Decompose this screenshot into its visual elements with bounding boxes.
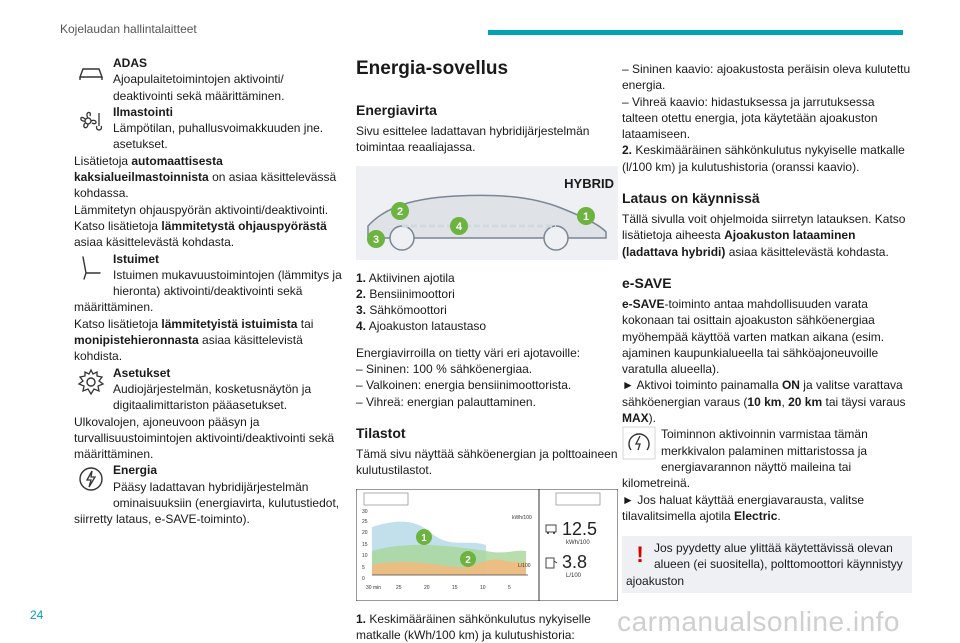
charging-heading: Lataus on käynnissä	[622, 190, 760, 207]
stats-item-2: 2. Keskimääräinen sähkönkulutus nykyiselle matkalle (l/100 km) ja kulutushistoria (oranssi kaavio).	[622, 143, 905, 174]
settings-desc: Audiojärjestelmän, kosketusnäytön ja digitaalimittariston pääasetukset.	[113, 381, 312, 413]
warning-icon: !	[636, 542, 644, 568]
chart-green-desc: – Vihreä kaavio: hidastuksessa ja jarrutuksessa talteen otettu energia, jota käytetään ajoakuston lataamiseen.	[622, 94, 878, 142]
seats-ref-mid: tai	[297, 316, 314, 331]
callout-1-label: 1	[582, 210, 590, 223]
x-tick: 20	[424, 584, 430, 591]
energy-desc: Pääsy ladattavan hybridijärjestelmän ominaisuuksiin (energiavirta, kulutustiedot, siirretty lataus, e-SAVE-toiminto).	[74, 479, 340, 527]
car-icon	[74, 55, 108, 89]
seats-section	[74, 251, 344, 365]
warning-text: Jos pyydetty alue ylittää käytettävissä olevan alueen (ei suositella), polttomoottori käynnistyy ajoakuston	[626, 541, 903, 588]
chart-blue-desc: – Sininen kaavio: ajoakustosta peräisin oleva kulutettu energia.	[622, 62, 911, 93]
header-accent-bar	[488, 30, 903, 35]
seats-ref-post: asiaa käsittelevistä kohdista.	[74, 333, 303, 364]
climate-desc: Lämpötilan, puhallusvoimakkuuden jne. asetukset.	[113, 121, 324, 152]
y-tick: 25	[362, 518, 368, 525]
y-tick: 5	[362, 564, 365, 571]
page-number: 24	[30, 608, 44, 622]
seats-desc: Istuimen mukavuustoimintojen (lämmitys ja hieronta) aktivointi/deaktivointi sekä määrittäminen.	[74, 267, 342, 315]
climate-ref2-post: asiaa käsittelevästä kohdasta.	[74, 235, 235, 250]
energy-icon	[74, 462, 108, 496]
legend-item: 2. Bensiinimoottori	[356, 286, 455, 301]
energy-flow-legend	[356, 270, 620, 335]
x-tick: 30 min	[366, 584, 382, 591]
seats-ref-link2: monipistehieronnasta	[74, 333, 199, 348]
color-green: – Vihreä: energian palauttaminen.	[356, 394, 536, 409]
legend-item: 3. Sähkömoottori	[356, 303, 447, 318]
esave-p2: ► Aktivoi toiminto painamalla ON ja valitse varattava sähköenergian varaus (10 km, 20 km tai täysi varaus MAX).	[622, 378, 906, 426]
esave-p3: Toiminnon aktivoinnin varmistaa tämän merkkivalon palaminen mittaristossa ja energiavarannon näyttö maileina tai kilometreinä.	[622, 427, 868, 491]
warning-box	[622, 536, 912, 593]
chart-callout-1-label: 1	[421, 532, 427, 544]
adas-desc: Ajoapulaitetoimintojen aktivointi/ deaktivointi sekä määrittäminen.	[113, 72, 285, 103]
stats-item-1: 1. Keskimääräinen sähkönkulutus nykyiselle matkalle (kWh/100 km) ja kulutushistoria:	[356, 611, 591, 642]
chart-callout-2-label: 2	[465, 554, 471, 566]
climate-line2: Lämmitetyn ohjauspyörän aktivointi/deaktivointi.	[74, 202, 329, 217]
climate-ref-post: on asiaa käsittelevässä kohdassa.	[74, 170, 337, 201]
left-column	[74, 55, 344, 528]
settings-section	[74, 365, 344, 463]
legend-item: 4. Ajoakuston lataustaso	[356, 319, 487, 334]
x-tick: 15	[452, 584, 458, 591]
charging-ref-link: Ajoakuston lataaminen (ladattava hybridi)	[622, 228, 856, 259]
energy-title: Energia	[113, 463, 158, 478]
adas-section	[74, 55, 344, 104]
climate-ref-pre: Lisätietoja	[74, 153, 132, 168]
hybrid-figure	[356, 166, 618, 260]
settings-line2: Ulkovalojen, ajoneuvoon pääsyn ja turvallisuustoimintojen aktivointi/deaktivointi sekä määrittäminen.	[74, 414, 335, 462]
y-tick: 15	[362, 541, 368, 548]
l-unit: L/100	[518, 562, 531, 569]
seats-ref-link1: lämmitetyistä istuimista	[161, 316, 298, 331]
y-tick: 30	[362, 508, 368, 515]
settings-title: Asetukset	[113, 365, 171, 380]
right-column	[622, 55, 912, 593]
callout-2-label: 2	[396, 205, 404, 218]
callout-3-label: 3	[372, 233, 380, 246]
climate-title: Ilmastointi	[113, 104, 174, 119]
energy-flow-text: Sivu esittelee ladattavan hybridijärjestelmän toimintaa reaaliajassa.	[356, 124, 590, 155]
seat-icon	[74, 251, 108, 285]
charging-text: Tällä sivulla voit ohjelmoida siirretyn latauksen. Katso lisätietoja aiheesta Ajoakuston lataaminen (ladattava hybridi) asiaa käsittelevästä kohdasta.	[622, 212, 906, 259]
gear-icon	[74, 365, 108, 399]
energy-section	[74, 462, 344, 527]
climate-ref2-pre: Katso lisätietoja	[74, 218, 162, 233]
stats-text: Tämä sivu näyttää sähköenergian ja polttoaineen kulutustilastot.	[356, 446, 618, 478]
kwh-readout-unit: kWh/100	[566, 539, 590, 546]
header-title: Kojelaudan hallintalaitteet	[60, 22, 197, 36]
esave-p1: e-SAVE-toiminto antaa mahdollisuuden varata kokonaan tai osittain ajoakuston sähköenergiaa myöhempää käyttöä varten matkan aikana (esim. ajaminen kaupunkialueella tai sähköajoneuvoille varatulla alueella).	[622, 296, 885, 377]
climate-section	[74, 104, 344, 251]
esave-p4: ► Jos haluat käyttää energiavarausta, valitse tilavalitsimella ajotila Electric.	[622, 492, 865, 523]
x-tick: 25	[396, 584, 402, 591]
fan-icon	[74, 104, 108, 138]
kwh-unit: kWh/100	[512, 514, 532, 521]
esave-heading: e-SAVE	[622, 274, 672, 291]
color-blue: – Sininen: 100 % sähköenergiaa.	[356, 362, 533, 377]
l-readout: 3.8	[562, 551, 588, 572]
y-tick: 20	[362, 529, 368, 536]
legend-item: 1. Aktiivinen ajotila	[356, 270, 455, 285]
callout-4-label: 4	[455, 220, 463, 233]
esave-indicator-block	[622, 426, 912, 491]
x-tick: 10	[480, 584, 486, 591]
seats-ref-pre: Katso lisätietoja	[74, 316, 162, 331]
l-readout-unit: L/100	[566, 572, 582, 579]
esave-indicator-icon	[622, 426, 656, 460]
hybrid-label: HYBRID	[564, 175, 614, 191]
stats-figure	[356, 489, 618, 601]
rear-wheel	[544, 226, 568, 250]
color-white: – Valkoinen: energia bensiinimoottorista.	[356, 378, 572, 393]
climate-ref2-link: lämmitetystä ohjauspyörästä	[161, 218, 327, 233]
x-tick: 5	[508, 584, 511, 591]
y-tick: 10	[362, 552, 368, 559]
seats-title: Istuimet	[113, 251, 160, 266]
kwh-readout: 12.5	[562, 518, 598, 539]
stats-heading: Tilastot	[356, 424, 406, 441]
climate-ref-link: automaattisesta kaksialueilmastoinnista	[74, 153, 223, 185]
adas-title: ADAS	[113, 56, 148, 70]
front-wheel	[390, 226, 414, 250]
y-tick: 0	[362, 575, 365, 582]
page-title: Energia-sovellus	[356, 58, 509, 79]
colors-intro: Energiavirroilla on tietty väri eri ajotavoille:	[356, 345, 581, 360]
watermark: carmanualsonline.info	[617, 606, 900, 637]
energy-flow-heading: Energiavirta	[356, 102, 437, 118]
middle-column	[356, 55, 620, 643]
